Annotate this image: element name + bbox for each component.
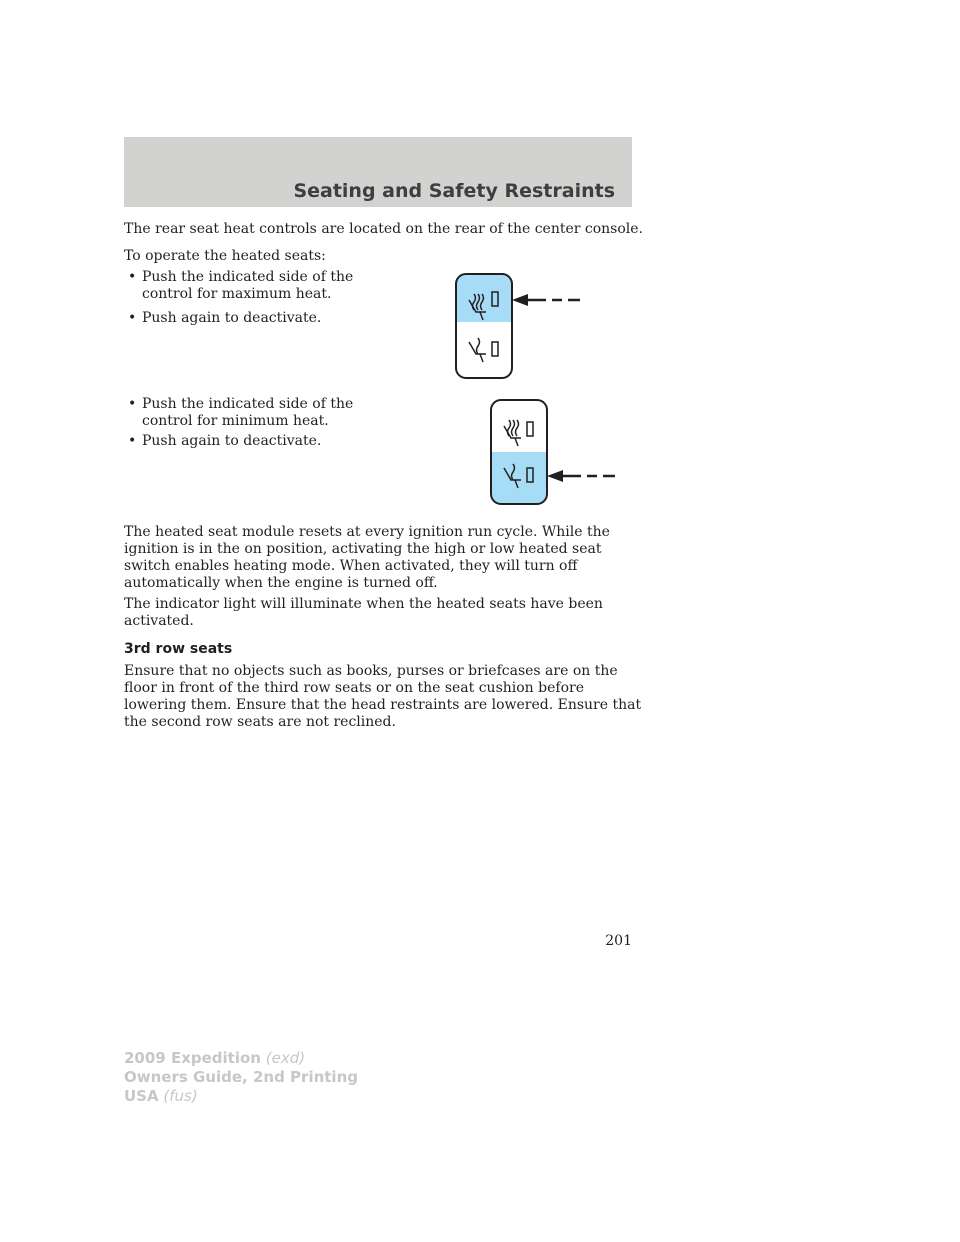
bullet-dot: •: [128, 396, 137, 412]
footer-guide: Owners Guide, 2nd Printing: [124, 1068, 358, 1086]
heated-seat-high-icon: [504, 420, 533, 446]
footer-model-code: (exd): [260, 1049, 306, 1067]
arrow-pointer: [512, 294, 580, 306]
paragraph-indicator-light: The indicator light will illuminate when the heated seats have been activated.: [124, 596, 603, 629]
third-row-paragraph: Ensure that no objects such as books, purses or briefcases are on the floor in front of the third row seats or on the seat cushion before lowering them. Ensure that the head restraints are lowered. Ensure that the second row seats are not reclined.: [124, 663, 642, 730]
footer: [124, 1049, 358, 1106]
page-number: 201: [605, 933, 632, 949]
bullet-item: [124, 269, 364, 303]
heated-seat-low-icon: [469, 338, 498, 362]
footer-market: USA: [124, 1087, 159, 1105]
bullet-item: [124, 433, 364, 450]
header-band: [124, 137, 632, 207]
heated-seat-switch-figure-high: [450, 270, 590, 382]
bullet-dot: •: [128, 433, 137, 449]
arrow-pointer: [547, 470, 615, 482]
intro-paragraph: The rear seat heat controls are located on the rear of the center console.: [124, 221, 643, 237]
section-title: Seating and Safety Restraints: [293, 180, 615, 202]
footer-line-market: [124, 1087, 358, 1106]
bullet-dot: •: [128, 269, 137, 285]
footer-market-code: (fus): [158, 1087, 198, 1105]
bullet-item: [124, 396, 364, 430]
bullet-item: [124, 310, 364, 327]
bullet-text: Push again to deactivate.: [142, 433, 322, 449]
heated-seat-switch-figure-low: [485, 396, 625, 508]
intro-lead: To operate the heated seats:: [124, 248, 326, 264]
bullet-text: Push again to deactivate.: [142, 310, 322, 326]
paragraph-module-reset: The heated seat module resets at every ignition run cycle. While the ignition is in the on position, activating the high or low heated seat switch enables heating mode. When activated, they will turn off automatically when the engine is turned off.: [124, 524, 610, 591]
third-row-heading: 3rd row seats: [124, 641, 233, 657]
bullet-text: Push the indicated side of the control for minimum heat.: [142, 396, 354, 429]
footer-line-model: [124, 1049, 358, 1068]
bullet-dot: •: [128, 310, 137, 326]
footer-model: 2009 Expedition: [124, 1049, 261, 1067]
bullet-text: Push the indicated side of the control for maximum heat.: [142, 269, 354, 302]
switch-segment-low-highlight: [491, 452, 547, 504]
